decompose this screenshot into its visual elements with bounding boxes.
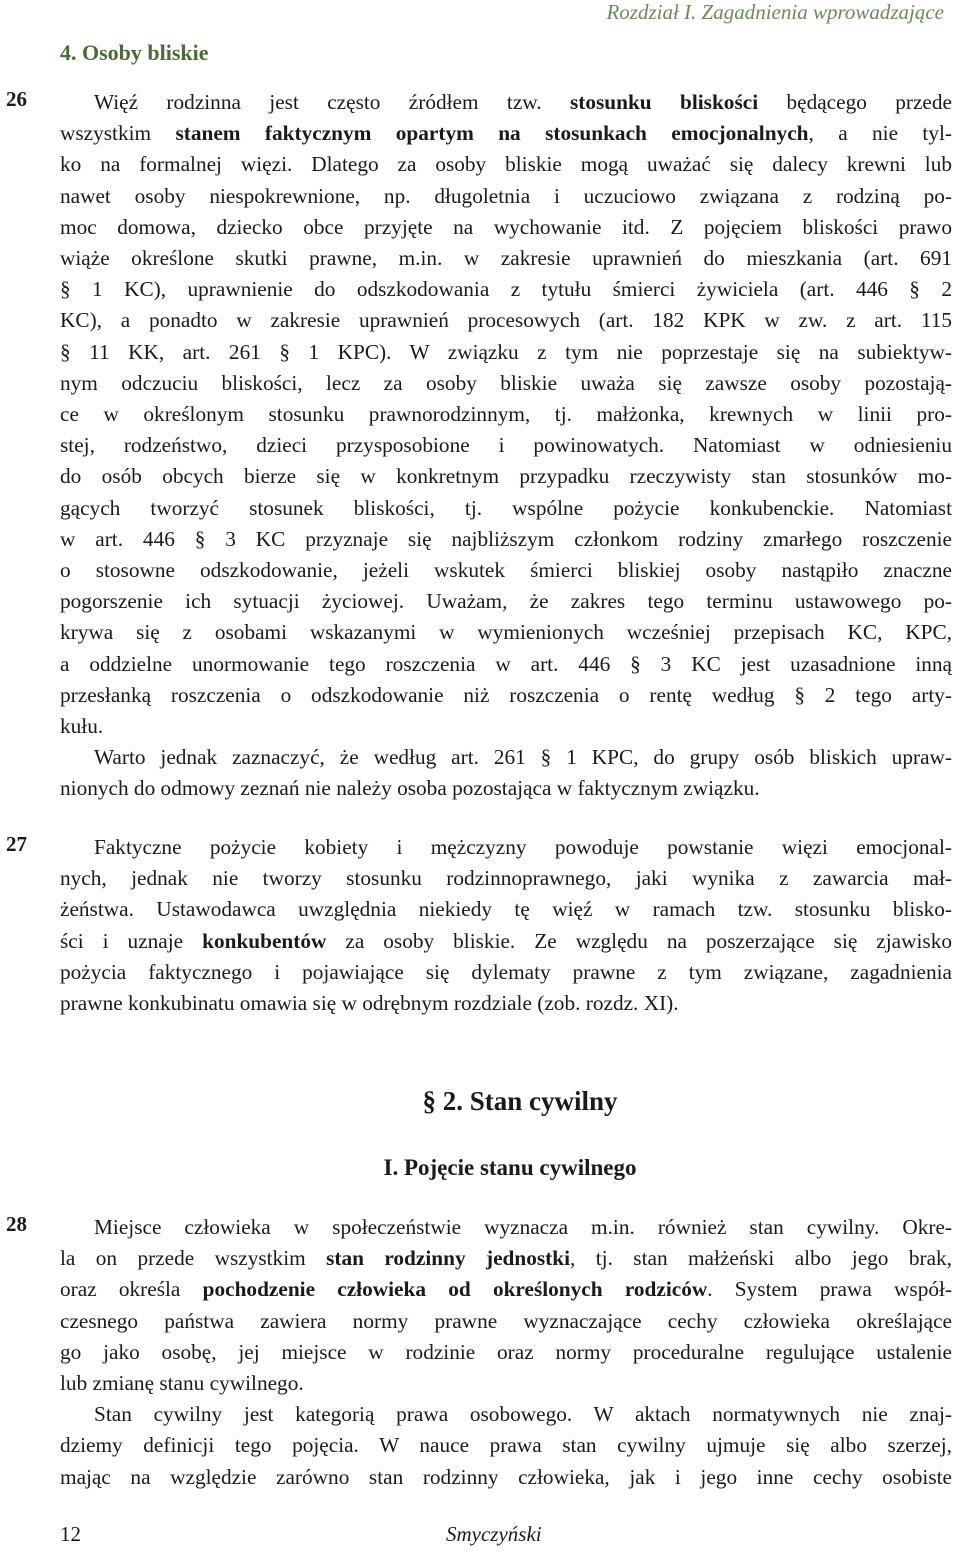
section-title: § 2. Stan cywilny: [422, 1086, 618, 1116]
bold-term: stanem faktycznym opartym na stosunkach emocjonalnych: [175, 121, 809, 146]
paragraph-27: [60, 832, 952, 1019]
text-line: czesnego państwa zawiera normy prawne wyznaczające cechy człowieka określające: [60, 1308, 952, 1333]
text-line: w art. 446 § 3 KC przyznaje się najbliższym członkom rodziny zmarłego roszczenie: [60, 526, 952, 551]
text-line: gących tworzyć stosunek bliskości, tj. wspólne pożycie konkubenckie. Natomiast: [60, 495, 952, 520]
text-line: nych, jednak nie tworzy stosunku rodzinnoprawnego, jaki wynika z zawarcia mał-: [60, 866, 952, 891]
text-line: Więź rodzinna jest często źródłem tzw. stosunku bliskości będącego przede: [94, 90, 952, 114]
text-line: nawet osoby niespokrewnione, np. długoletnia i uczuciowo związana z rodziną po-: [60, 183, 952, 208]
text-line: nym odczuciu bliskości, lecz za osoby bliskie uważa się zawsze osoby pozostają-: [60, 370, 952, 395]
text-line: § 1 KC), uprawnienie do odszkodowania z tytułu śmierci żywiciela (art. 446 § 2: [60, 277, 952, 302]
text-line: dziemy definicji tego pojęcia. W nauce prawa stan cywilny ujmuje się albo szerzej,: [60, 1433, 952, 1458]
text-line: KC), a ponadto w zakresie uprawnień procesowych (art. 182 KPK w zw. z art. 115: [60, 308, 952, 333]
text-line: pożycia faktycznego i pojawiające się dylematy prawne z tym związane, zagadnienia: [60, 959, 952, 984]
text-line: a oddzielne unormowanie tego roszczenia w art. 446 § 3 KC jest uzasadnione inną: [60, 651, 952, 676]
subsection-heading: 4. Osoby bliskie: [60, 40, 209, 65]
bold-term: stan rodzinny jednostki: [326, 1246, 571, 1271]
text-line: ści i uznaje konkubentów za osoby bliskie. Ze względu na poszerzające się zjawisko: [60, 928, 952, 953]
paragraph-26: [60, 87, 952, 805]
text-line: mając na względzie zarówno stan rodzinny człowieka, jak i jego inne cechy osobiste: [60, 1464, 952, 1489]
text-line: go jako osobę, jej miejsce w rodzinie oraz normy proceduralne regulujące ustalenie: [60, 1339, 952, 1364]
text-line: krywa się z osobami wskazanymi w wymienionych wcześniej przepisach KC, KPC,: [60, 620, 952, 645]
text-line: żeństwa. Ustawodawca uwzględnia niekiedy tę więź w ramach tzw. stosunku blisko-: [60, 897, 952, 922]
text-line: Miejsce człowieka w społeczeństwie wyznacza m.in. również stan cywilny. Okre-: [94, 1215, 952, 1239]
text-line: § 11 KK, art. 261 § 1 KPC). W związku z tym nie poprzestaje się na subiektyw-: [60, 339, 952, 364]
text-line: przesłanką roszczenia o odszkodowanie niż roszczenia o rentę według § 2 tego arty-: [60, 682, 952, 707]
running-head: Rozdział I. Zagadnienia wprowadzające: [606, 0, 944, 24]
text-line: oraz określa pochodzenie człowieka od określonych rodziców. System prawa współ-: [60, 1277, 952, 1302]
text-line: Faktyczne pożycie kobiety i mężczyzny powoduje powstanie więzi emocjonal-: [94, 835, 952, 859]
text-line: la on przede wszystkim stan rodzinny jednostki, tj. stan małżeński albo jego brak,: [60, 1246, 952, 1271]
bold-term: pochodzenie człowieka od określonych rodziców: [202, 1277, 708, 1302]
bold-term: stosunku bliskości: [569, 90, 759, 114]
text-line: o stosowne odszkodowanie, jeżeli wskutek śmierci bliskiej osoby nastąpiło znaczne: [60, 558, 952, 583]
text-line: do osób obcych bierze się w konkretnym przypadku rzeczywisty stan stosunków mo-: [60, 464, 952, 489]
text-line: ko na formalnej więzi. Dlatego za osoby bliskie mogą uważać się dalecy krewni lub: [60, 152, 952, 177]
text-line: nionych do odmowy zeznań nie należy osoba pozostająca w faktycznym związku.: [60, 776, 760, 801]
text-line: kułu.: [60, 714, 104, 739]
paragraph-28: [60, 1212, 952, 1493]
text-line: moc domowa, dziecko obce przyjęte na wychowanie itd. Z pojęciem bliskości prawo: [60, 214, 952, 239]
margin-number-28: 28: [6, 1212, 27, 1236]
text-line: prawne konkubinatu omawia się w odrębnym rozdziale (zob. rozdz. XI).: [60, 991, 679, 1016]
text-line: stej, rodzeństwo, dzieci przysposobione i powinowatych. Natomiast w odniesieniu: [60, 433, 952, 458]
text-line: lub zmianę stanu cywilnego.: [60, 1371, 304, 1396]
margin-number-27: 27: [6, 832, 27, 856]
bold-term: konkubentów: [202, 928, 327, 953]
margin-number-26: 26: [6, 87, 27, 111]
text-line: Stan cywilny jest kategorią prawa osobowego. W aktach normatywnych nie znaj-: [94, 1402, 952, 1427]
text-line: Warto jednak zaznaczyć, że według art. 261 § 1 KPC, do grupy osób bliskich upraw-: [94, 745, 952, 770]
page-number: 12: [60, 1522, 81, 1546]
text-line: wszystkim stanem faktycznym opartym na stosunkach emocjonalnych, a nie tyl-: [60, 121, 952, 146]
footer-author: Smyczyński: [446, 1522, 542, 1546]
chapter-title: I. Pojęcie stanu cywilnego: [383, 1155, 637, 1180]
text-line: pogorszenie ich sytuacji życiowej. Uważam, że zakres tego terminu ustawowego po-: [60, 589, 952, 614]
text-line: ce w określonym stosunku prawnorodzinnym, tj. małżonka, krewnych w linii pro-: [60, 402, 952, 427]
text-line: wiąże określone skutki prawne, m.in. w zakresie uprawnień do mieszkania (art. 691: [60, 246, 952, 271]
